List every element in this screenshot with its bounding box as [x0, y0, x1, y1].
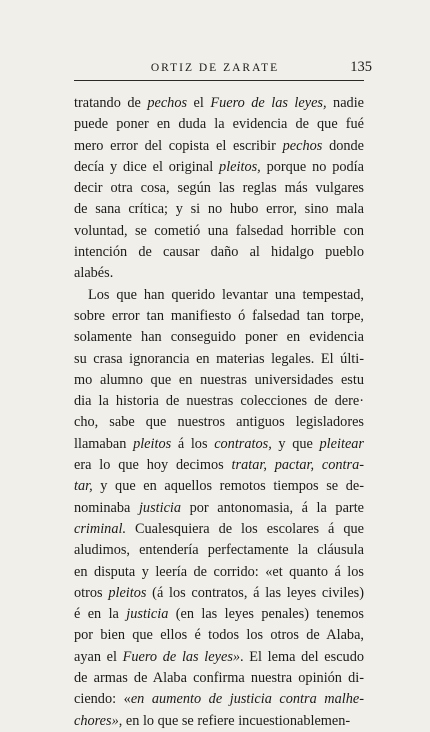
text-line [74, 221, 364, 242]
text-run: y que [271, 435, 320, 452]
text-line [74, 370, 364, 391]
text-line [74, 562, 364, 583]
text-run: voluntad, se cometió una falsedad horrible con [74, 222, 364, 239]
header-rule [74, 80, 364, 81]
text-line [74, 647, 364, 668]
text-run: dia la historia de nuestras colecciones de dere· [74, 393, 364, 410]
text-run: Los que han querido levantar una tempestad, [88, 286, 364, 303]
text-run: cho, sabe que nuestros antiguos legisladores [74, 414, 364, 431]
italic-text: en aumento de justicia contra malhe- [130, 691, 365, 708]
italic-text: pleitos, [219, 158, 261, 175]
text-line [74, 540, 364, 561]
text-run: mo alumno que en nuestras universidades estu [74, 371, 364, 388]
text-run: mero error del copista el escribir [74, 137, 283, 154]
text-line [74, 476, 364, 497]
italic-text: pleitos [133, 435, 172, 452]
text-run: é en la [74, 606, 127, 623]
text-run: puede poner en duda la evidencia de que fué [74, 116, 364, 133]
text-line [74, 391, 364, 412]
text-run: intención de causar daño al hidalgo pueblo [74, 244, 364, 261]
text-line [74, 178, 364, 199]
text-line [74, 583, 364, 604]
text-line [74, 136, 364, 157]
text-run: sobre error tan manifiesto ó falsedad tan torpe, [74, 307, 364, 324]
text-line [74, 689, 364, 710]
text-run: su crasa ignorancia en materias legales. El últi- [74, 350, 364, 367]
text-line [74, 668, 364, 689]
text-run: decir otra cosa, según las reglas más vulgares [74, 180, 364, 197]
text-run: ciendo: « [74, 691, 131, 708]
text-run: solamente han conseguido poner en evidencia [74, 329, 364, 346]
text-run: decía y dice el original [74, 158, 220, 175]
text-line [74, 285, 364, 306]
text-line [74, 604, 364, 625]
text-run: el [187, 95, 211, 111]
text-run: alabés. [74, 265, 114, 282]
text-run: Cualesquiera de los escolares á que [126, 520, 364, 537]
text-run: (á los contratos, á las leyes civiles) [146, 584, 364, 601]
text-line [74, 93, 364, 114]
italic-text: chores» [74, 712, 119, 729]
text-run: llamaban [74, 435, 134, 452]
text-run: , en lo que se refiere incuestionablemen- [118, 712, 351, 729]
text-run: ayan el [74, 648, 123, 665]
italic-text: pechos [147, 95, 188, 111]
italic-text: justicia [126, 606, 169, 623]
text-line [74, 412, 364, 433]
italic-text: pechos [282, 137, 323, 154]
text-run: de armas de Alaba confirma nuestra opinión di- [74, 670, 364, 687]
text-run: por antonomasia, á la parte [181, 499, 365, 516]
text-run: y que en aquellos remotos tiempos se de- [92, 478, 364, 495]
italic-text: contratos, [214, 435, 272, 452]
text-line [74, 455, 364, 476]
body-text [74, 93, 364, 732]
text-line [74, 625, 364, 646]
text-run: (en las leyes penales) tenemos [168, 606, 364, 623]
italic-text: criminal. [74, 520, 127, 537]
text-run: nominaba [74, 499, 139, 516]
text-run: porque no podía [260, 158, 364, 175]
text-line [74, 242, 364, 263]
italic-text: justicia [138, 499, 182, 516]
text-run: en disputa y leería de corrido: «et quanto á los [74, 563, 364, 580]
italic-text: tratar, pactar, contra- [231, 457, 364, 474]
text-run: otros [74, 584, 109, 601]
text-line [74, 306, 364, 327]
text-line [74, 349, 364, 370]
text-line [74, 711, 364, 732]
text-line [74, 263, 364, 284]
italic-text: tar, [74, 478, 93, 495]
text-line [74, 498, 364, 519]
text-line [74, 114, 364, 135]
running-title: ORTIZ DE ZARATE [150, 62, 280, 74]
text-line [74, 199, 364, 220]
italic-text: pleitos [108, 584, 147, 601]
text-run: aludimos, entendería perfectamente la cláusula [74, 542, 364, 559]
text-run: de sana crítica; y si no hubo error, sino mala [74, 201, 364, 218]
italic-text: pleitear [319, 435, 364, 452]
page-number: 135 [350, 59, 372, 75]
text-run: donde [322, 137, 365, 154]
text-run: á los [171, 435, 215, 452]
text-line [74, 157, 364, 178]
italic-text: Fuero de las leyes» [122, 648, 241, 665]
text-line [74, 519, 364, 540]
text-line [74, 327, 364, 348]
text-run: por bien que ellos é todos los otros de Alaba, [74, 627, 364, 644]
text-line [74, 434, 364, 455]
text-run: tratando de [74, 95, 148, 111]
text-run: . El lema del escudo [240, 648, 364, 665]
italic-text: Fuero de las leyes, [210, 95, 327, 111]
text-run: nadie [326, 95, 365, 111]
text-run: era lo que hoy decimos [74, 457, 232, 474]
